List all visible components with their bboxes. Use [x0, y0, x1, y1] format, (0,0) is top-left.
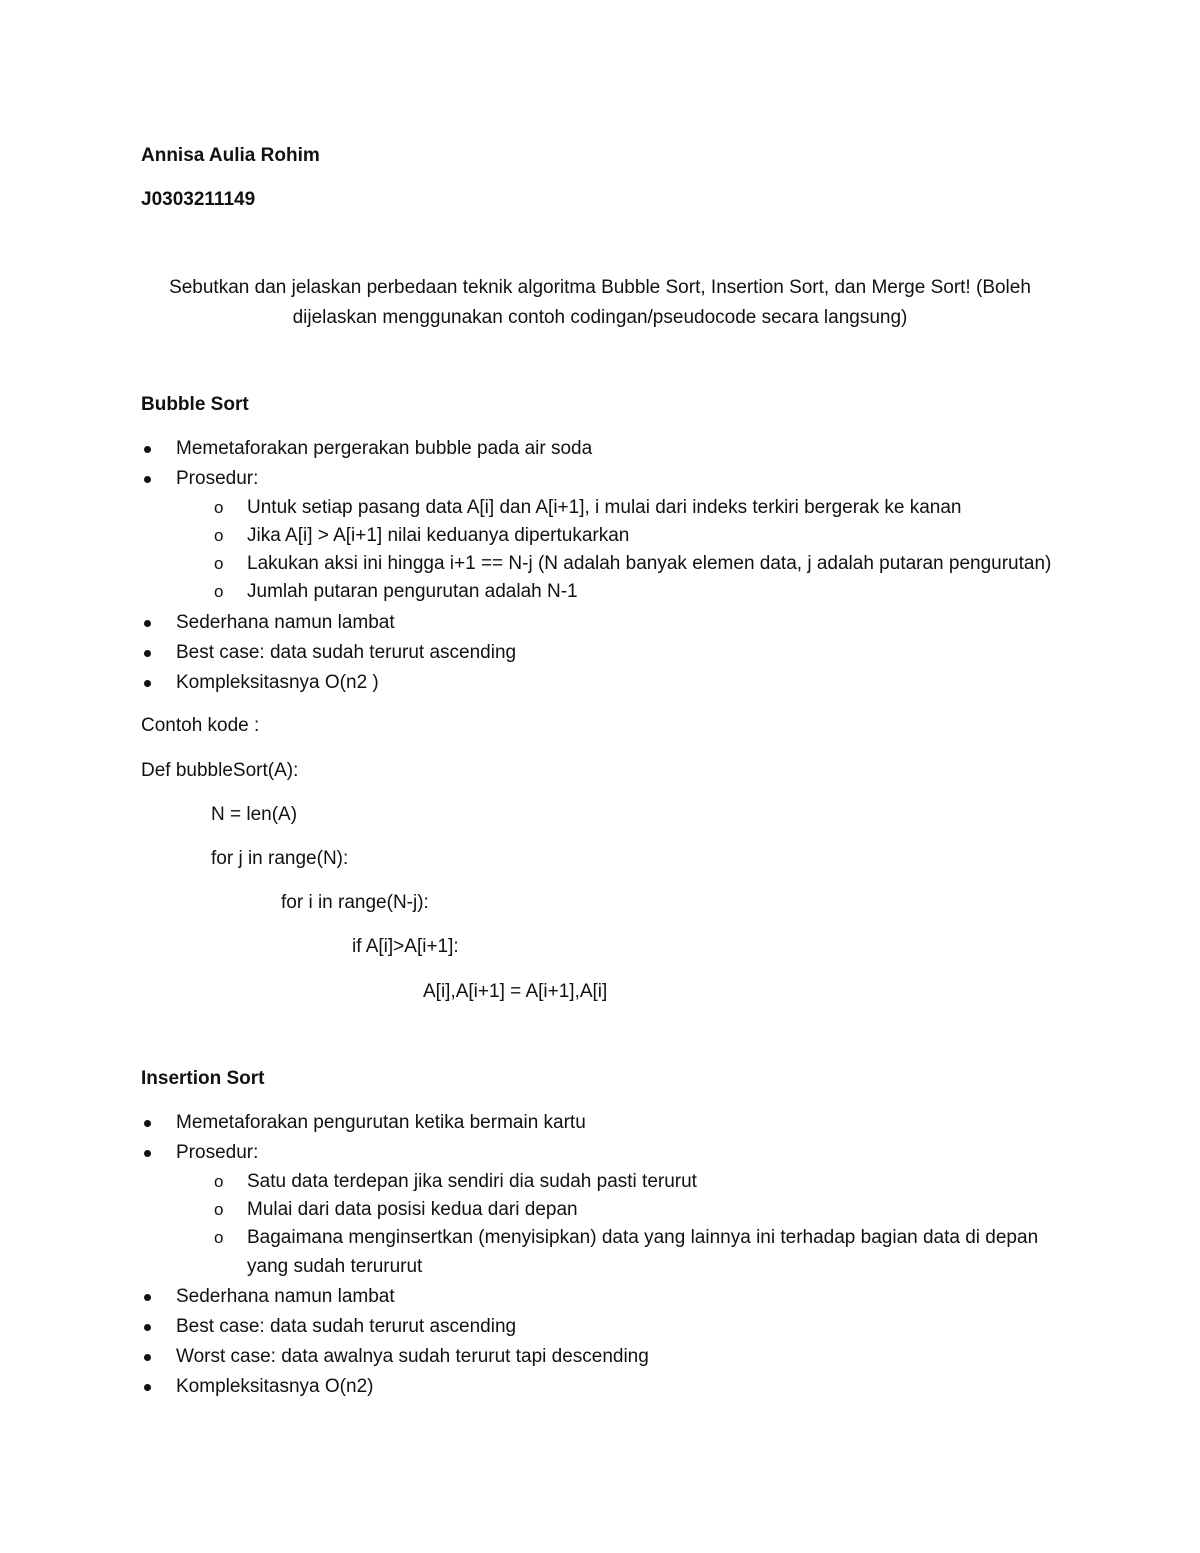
code-line: N = len(A) — [211, 804, 298, 825]
list-item: Prosedur: — [176, 1142, 259, 1163]
bullet-icon — [144, 620, 151, 627]
sub-list-item: Jika A[i] > A[i+1] nilai keduanya dipertukarkan — [247, 525, 630, 546]
sub-bullet-icon: o — [214, 498, 224, 517]
list-item: Worst case: data awalnya sudah terurut tapi descending — [176, 1346, 649, 1367]
question-line-2: dijelaskan menggunakan contoh codingan/pseudocode secara langsung) — [292, 307, 908, 328]
list-item: Prosedur: — [176, 468, 259, 489]
code-line: A[i],A[i+1] = A[i+1],A[i] — [423, 981, 608, 1002]
bullet-icon — [144, 476, 151, 483]
sub-bullet-icon: o — [214, 1200, 224, 1219]
list-item: Memetaforakan pengurutan ketika bermain kartu — [176, 1112, 586, 1133]
sub-bullet-icon: o — [214, 1228, 224, 1247]
bullet-icon — [144, 1324, 151, 1331]
sub-list-item: Mulai dari data posisi kedua dari depan — [247, 1199, 578, 1220]
sub-list-item: Lakukan aksi ini hingga i+1 == N-j (N adalah banyak elemen data, j adalah putaran pengurutan) — [247, 553, 1052, 574]
bullet-icon — [144, 1150, 151, 1157]
question-line-1: Sebutkan dan jelaskan perbedaan teknik algoritma Bubble Sort, Insertion Sort, dan Merge Sort! (Boleh — [169, 277, 1031, 298]
list-item: Kompleksitasnya O(n2 ) — [176, 672, 379, 693]
sub-bullet-icon: o — [214, 526, 224, 545]
bullet-icon — [144, 680, 151, 687]
list-item: Kompleksitasnya O(n2) — [176, 1376, 374, 1397]
bullet-icon — [144, 1384, 151, 1391]
code-line: for i in range(N-j): — [281, 892, 429, 913]
list-item: Sederhana namun lambat — [176, 1286, 395, 1307]
student-id: J0303211149 — [141, 189, 256, 210]
sub-bullet-icon: o — [214, 554, 224, 573]
bullet-icon — [144, 650, 151, 657]
bullet-icon — [144, 1120, 151, 1127]
bubble-sort-heading: Bubble Sort — [141, 394, 249, 415]
insertion-sort-heading: Insertion Sort — [141, 1068, 265, 1089]
student-name: Annisa Aulia Rohim — [141, 145, 320, 166]
bullet-icon — [144, 1354, 151, 1361]
sub-list-item: Satu data terdepan jika sendiri dia sudah pasti terurut — [247, 1171, 697, 1192]
sub-bullet-icon: o — [214, 582, 224, 601]
code-line: for j in range(N): — [211, 848, 349, 869]
sub-list-item-continued: yang sudah terururut — [247, 1256, 423, 1277]
sub-list-item: Untuk setiap pasang data A[i] dan A[i+1], i mulai dari indeks terkiri bergerak ke kanan — [247, 497, 962, 518]
list-item: Sederhana namun lambat — [176, 612, 395, 633]
sub-bullet-icon: o — [214, 1172, 224, 1191]
bullet-icon — [144, 1294, 151, 1301]
sub-list-item: Jumlah putaran pengurutan adalah N-1 — [247, 581, 578, 602]
code-line: Def bubbleSort(A): — [141, 760, 299, 781]
code-example-label: Contoh kode : — [141, 715, 260, 736]
sub-list-item: Bagaimana menginsertkan (menyisipkan) data yang lainnya ini terhadap bagian data di depan — [247, 1227, 1039, 1248]
code-line: if A[i]>A[i+1]: — [352, 936, 459, 957]
list-item: Memetaforakan pergerakan bubble pada air soda — [176, 438, 593, 459]
bullet-icon — [144, 446, 151, 453]
list-item: Best case: data sudah terurut ascending — [176, 1316, 517, 1337]
list-item: Best case: data sudah terurut ascending — [176, 642, 517, 663]
